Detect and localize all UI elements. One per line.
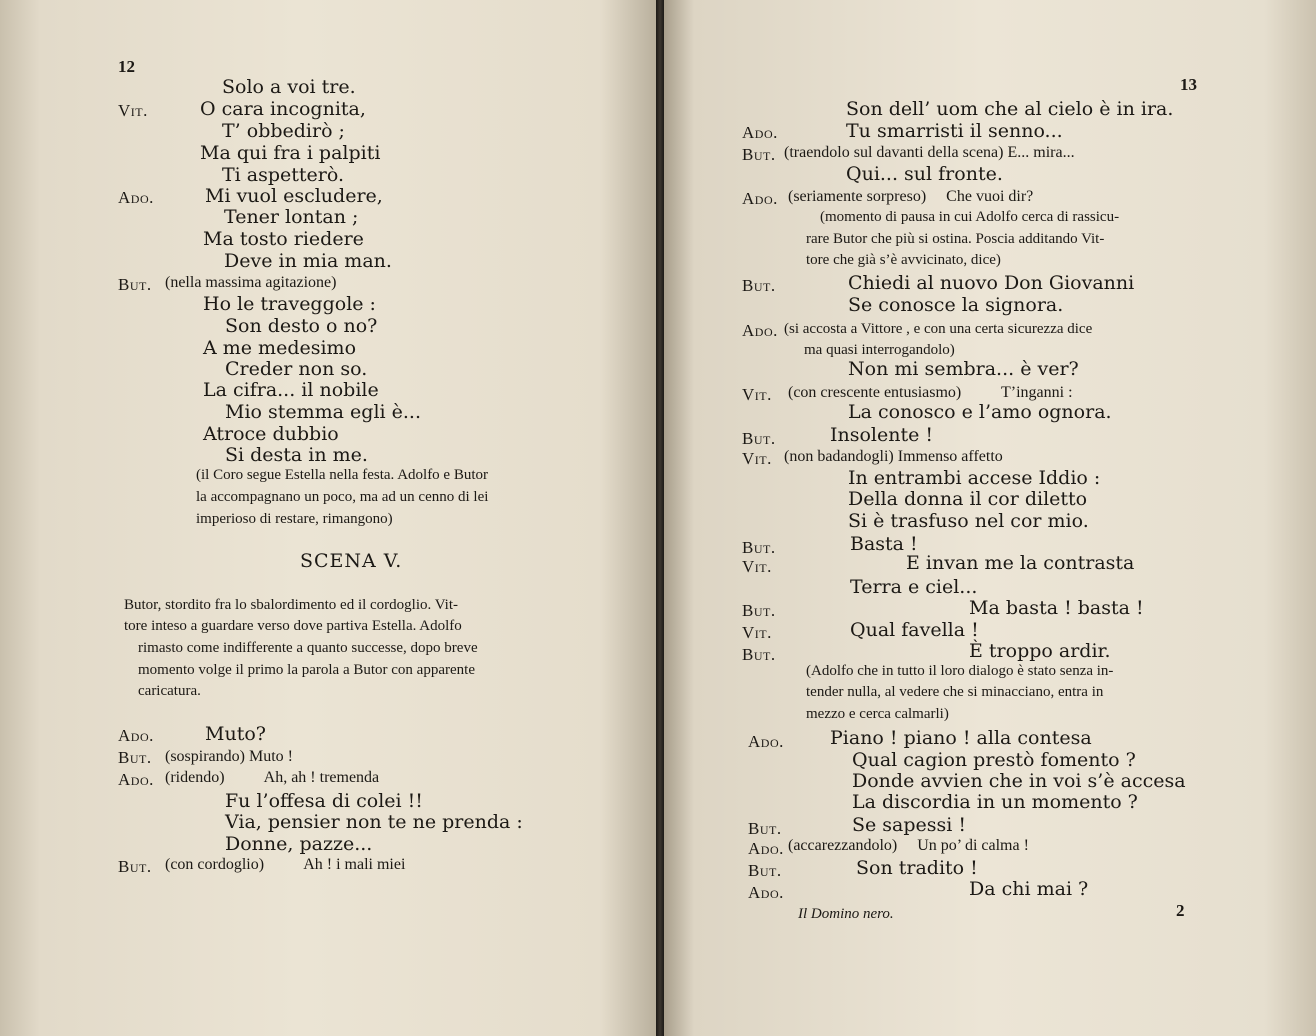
stage-direction: (traendolo sul davanti della scena) E... mira... — [784, 144, 1075, 161]
verse-line: Solo a voi tre. — [222, 76, 356, 98]
scene-description: tore inteso a guardare verso dove partiva Estella. Adolfo — [124, 618, 462, 634]
stage-direction: (Adolfo che in tutto il loro dialogo è stato senza in- — [806, 663, 1114, 679]
scene-description: caricatura. — [138, 683, 201, 699]
verse-line: Se sapessi ! — [852, 814, 967, 836]
speaker-label: Ado. — [118, 770, 154, 789]
stage-direction: ma quasi interrogandolo) — [804, 342, 955, 358]
verse-line: Son tradito ! — [856, 857, 978, 879]
speaker-label: Ado. — [742, 189, 778, 208]
verse-line: Fu l’offesa di colei !! — [225, 790, 423, 812]
verse-line: Via, pensier non te ne prenda : — [225, 811, 523, 833]
speaker-label: Ado. — [748, 732, 784, 751]
stage-direction: (sospirando) Muto ! — [165, 748, 293, 765]
speaker-label: Ado. — [748, 839, 784, 858]
stage-direction: rare Butor che più si ostina. Poscia additando Vit- — [806, 231, 1105, 247]
scene-description: Butor, stordito fra lo sbalordimento ed il cordoglio. Vit- — [124, 597, 459, 613]
speaker-label: But. — [742, 276, 776, 295]
verse-line: Qual favella ! — [850, 619, 979, 641]
speaker-label: Ado. — [742, 123, 778, 142]
verse-line: Son dell’ uom che al cielo è in ira. — [846, 98, 1174, 120]
left-page — [0, 0, 656, 1036]
right-page — [664, 0, 1316, 1036]
scene-description: momento volge il primo la parola a Butor con apparente — [138, 662, 475, 678]
verse-line: È troppo ardir. — [969, 640, 1111, 662]
speaker-label: But. — [748, 861, 782, 880]
page-number: 12 — [118, 57, 135, 76]
verse-line: Non mi sembra... è ver? — [848, 358, 1079, 380]
verse-line: Insolente ! — [830, 424, 934, 446]
stage-direction: (seriamente sorpreso) Che vuoi dir? — [788, 188, 1034, 205]
speaker-label: Vit. — [742, 449, 772, 468]
verse-line: In entrambi accese Iddio : — [848, 467, 1101, 489]
verse-line: Creder non so. — [225, 358, 368, 380]
verse-line: Ma basta ! basta ! — [969, 597, 1144, 619]
stage-direction: (ridendo) Ah, ah ! tremenda — [165, 769, 380, 786]
verse-line: Donne, pazze... — [225, 833, 373, 855]
speaker-label: Ado. — [118, 726, 154, 745]
verse-line: Mi vuol escludere, — [205, 185, 383, 207]
verse-line: Ma qui fra i palpiti — [200, 142, 381, 164]
speaker-label: But. — [118, 857, 152, 876]
speaker-label: But. — [742, 538, 776, 557]
stage-direction: tender nulla, al vedere che si minacciano, entra in — [806, 684, 1104, 700]
verse-line: Qui... sul fronte. — [846, 163, 1003, 185]
speaker-label: Ado. — [742, 321, 778, 340]
stage-direction: la accompagnano un poco, ma ad un cenno di lei — [196, 489, 489, 505]
stage-direction: (con cordoglio) Ah ! i mali miei — [165, 856, 406, 873]
speaker-label: But. — [742, 601, 776, 620]
page-number: 13 — [1180, 75, 1197, 94]
stage-direction: (con crescente entusiasmo) T’inganni : — [788, 384, 1073, 401]
stage-direction: mezzo e cerca calmarli) — [806, 706, 949, 722]
verse-line: Si è trasfuso nel cor mio. — [848, 510, 1089, 532]
signature-mark: 2 — [1176, 901, 1185, 920]
verse-line: Mio stemma egli è... — [225, 401, 422, 423]
speaker-label: Ado. — [118, 188, 154, 207]
verse-line: Se conosce la signora. — [848, 294, 1064, 316]
stage-direction: (il Coro segue Estella nella festa. Adolfo e Butor — [196, 467, 489, 483]
verse-line: Terra e ciel... — [850, 576, 978, 598]
speaker-label: But. — [742, 429, 776, 448]
speaker-label: Vit. — [742, 623, 772, 642]
scene-description: rimasto come indifferente a quanto successe, dopo breve — [138, 640, 478, 656]
verse-line: Ho le traveggole : — [203, 293, 376, 315]
stage-direction: (accarezzandolo) Un po’ di calma ! — [788, 837, 1029, 854]
verse-line: Ma tosto riedere — [203, 228, 364, 250]
verse-line: Tu smarristi il senno... — [846, 120, 1063, 142]
verse-line: Basta ! — [850, 533, 918, 555]
verse-line: O cara incognita, — [200, 98, 366, 120]
verse-line: Tener lontan ; — [224, 206, 359, 228]
speaker-label: But. — [118, 275, 152, 294]
speaker-label: Ado. — [748, 883, 784, 902]
verse-line: La cifra... il nobile — [203, 379, 379, 401]
verse-line: Atroce dubbio — [203, 423, 339, 445]
verse-line: Muto? — [205, 723, 266, 745]
verse-line: La discordia in un momento ? — [852, 791, 1138, 813]
speaker-label: Vit. — [118, 101, 148, 120]
verse-line: A me medesimo — [203, 337, 357, 359]
verse-line: Deve in mia man. — [224, 250, 392, 272]
verse-line: T’ obbedirò ; — [222, 120, 345, 142]
stage-direction: imperioso di restare, rimangono) — [196, 511, 393, 527]
verse-line: Da chi mai ? — [969, 878, 1089, 900]
verse-line: Son desto o no? — [225, 315, 378, 337]
verse-line: La conosco e l’amo ognora. — [848, 401, 1112, 423]
verse-line: Ti aspetterò. — [222, 164, 345, 186]
speaker-label: But. — [742, 145, 776, 164]
speaker-label: But. — [748, 819, 782, 838]
book-spine — [656, 0, 664, 1036]
verse-line: Si desta in me. — [225, 444, 368, 466]
footer-title: Il Domino nero. — [798, 906, 894, 922]
stage-direction: (nella massima agitazione) — [165, 274, 337, 291]
verse-line: Donde avvien che in voi s’è accesa — [852, 770, 1186, 792]
scene-heading: SCENA V. — [300, 550, 403, 572]
stage-direction: tore che già s’è avvicinato, dice) — [806, 252, 1001, 268]
verse-line: Chiedi al nuovo Don Giovanni — [848, 272, 1135, 294]
verse-line: E invan me la contrasta — [906, 552, 1135, 574]
verse-line: Della donna il cor diletto — [848, 488, 1088, 510]
stage-direction: (momento di pausa in cui Adolfo cerca di rassicu- — [820, 209, 1120, 225]
speaker-label: Vit. — [742, 385, 772, 404]
stage-direction: (non badandogli) Immenso affetto — [784, 448, 1003, 465]
speaker-label: Vit. — [742, 557, 772, 576]
speaker-label: But. — [118, 748, 152, 767]
stage-direction: (si accosta a Vittore , e con una certa sicurezza dice — [784, 321, 1093, 337]
verse-line: Piano ! piano ! alla contesa — [830, 727, 1092, 749]
speaker-label: But. — [742, 645, 776, 664]
verse-line: Qual cagion prestò fomento ? — [852, 749, 1136, 771]
